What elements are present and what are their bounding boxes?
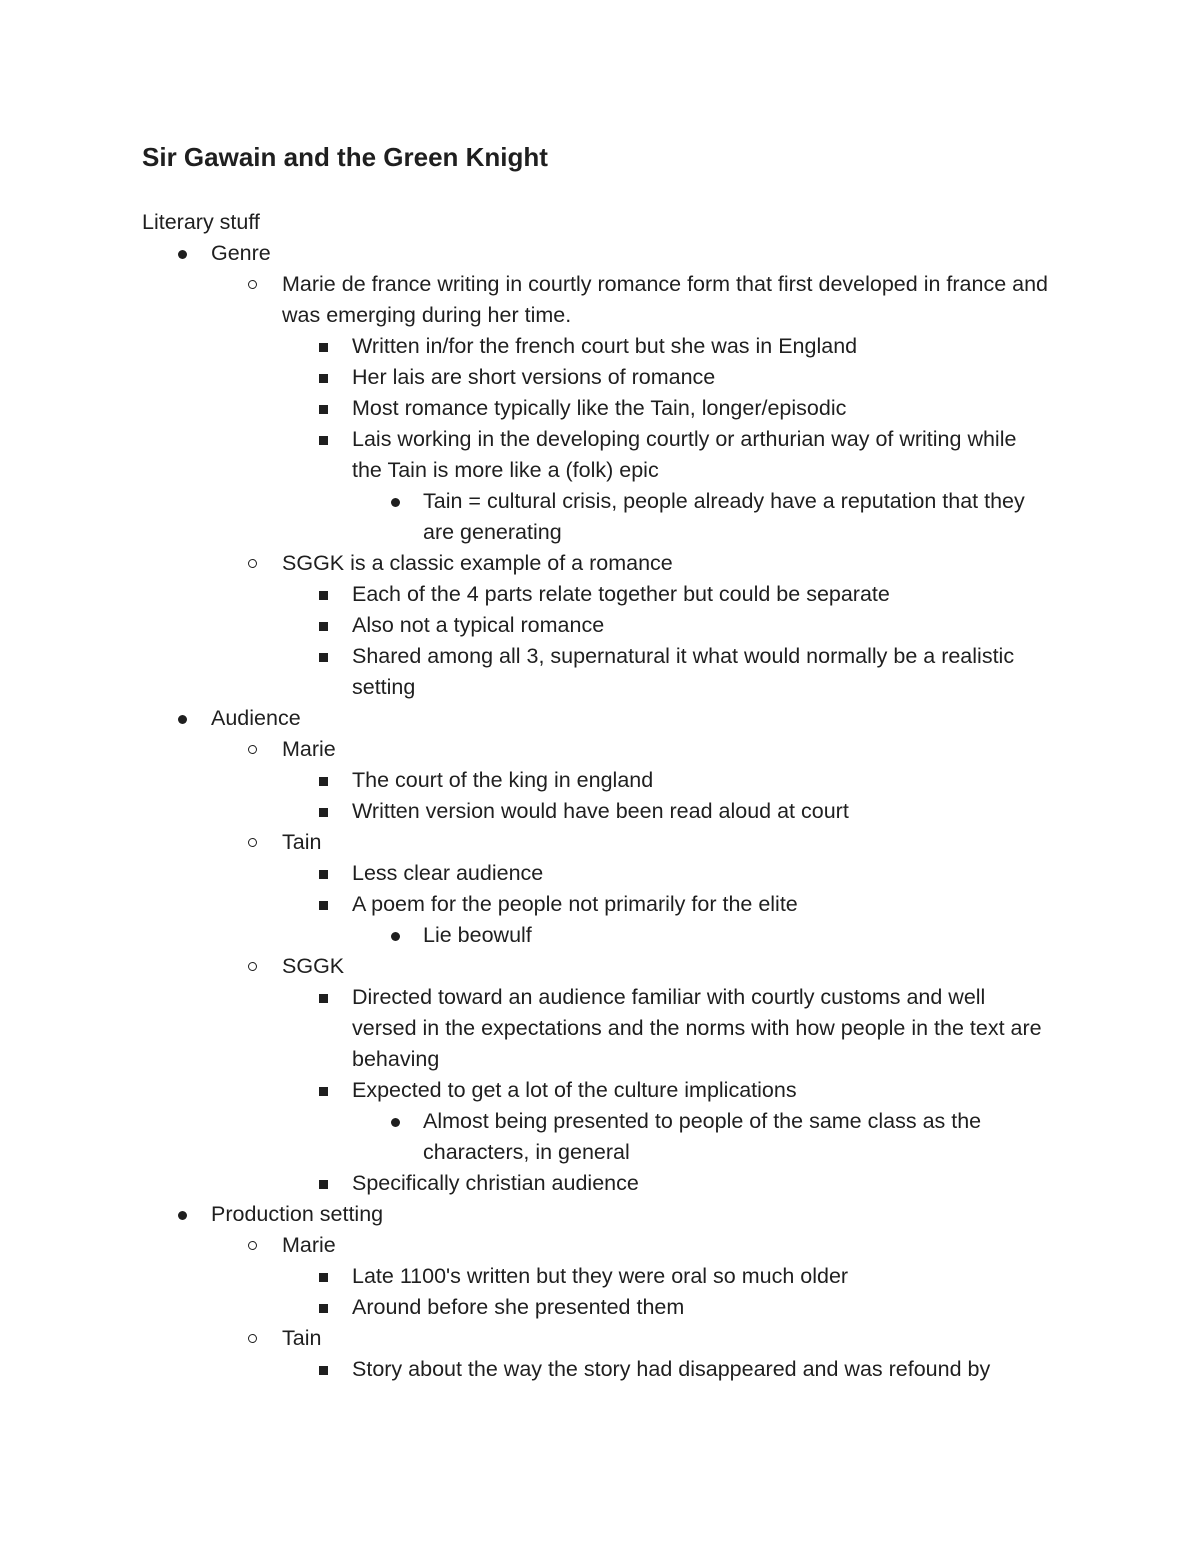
outline-item-text: Less clear audience <box>352 861 544 885</box>
outline-item <box>0 765 1200 796</box>
square-bullet-icon <box>319 1168 328 1199</box>
outline-item-text: Around before she presented them <box>352 1295 685 1319</box>
filled-circle-bullet-icon <box>178 703 187 734</box>
hollow-circle-bullet-icon <box>248 269 258 300</box>
outline-item <box>0 238 1200 269</box>
outline-item-text: The court of the king in england <box>352 768 654 792</box>
outline-item-text: Production setting <box>211 1202 384 1226</box>
outline-item <box>0 641 1200 703</box>
outline-item-text: A poem for the people not primarily for the elite <box>352 892 798 916</box>
square-bullet-icon <box>319 641 328 672</box>
outline-item <box>0 393 1200 424</box>
outline-item <box>0 579 1200 610</box>
outline-item <box>0 920 1200 951</box>
outline-item-text: Tain <box>282 830 322 854</box>
outline-item <box>0 1292 1200 1323</box>
square-bullet-icon <box>319 610 328 641</box>
square-bullet-icon <box>319 1292 328 1323</box>
square-bullet-icon <box>319 982 328 1013</box>
outline-item <box>0 424 1200 486</box>
outline-item <box>0 734 1200 765</box>
square-bullet-icon <box>319 858 328 889</box>
outline-item-text: Lie beowulf <box>423 923 532 947</box>
outline-item <box>0 982 1200 1075</box>
outline-item-text: Late 1100's written but they were oral so much older <box>352 1264 849 1288</box>
outline-item <box>0 1354 1200 1385</box>
outline-item-text: Also not a typical romance <box>352 613 605 637</box>
square-bullet-icon <box>319 889 328 920</box>
document-title: Sir Gawain and the Green Knight <box>142 142 548 172</box>
outline-item <box>0 1261 1200 1292</box>
outline-item-text: Lais working in the developing courtly or arthurian way of writing while the Tain is more like a (folk) epic <box>352 427 1017 482</box>
outline-item <box>0 796 1200 827</box>
outline-item-text: Specifically christian audience <box>352 1171 639 1195</box>
outline-item <box>0 610 1200 641</box>
outline-item <box>0 1106 1200 1168</box>
outline-item-text: Expected to get a lot of the culture implications <box>352 1078 797 1102</box>
outline-item-text: SGGK <box>282 954 345 978</box>
filled-circle-bullet-icon <box>178 1199 187 1230</box>
filled-circle-bullet-icon <box>391 1106 400 1137</box>
hollow-circle-bullet-icon <box>248 548 258 579</box>
square-bullet-icon <box>319 1075 328 1106</box>
outline-item-text: Genre <box>211 241 271 265</box>
outline-item <box>0 703 1200 734</box>
hollow-circle-bullet-icon <box>248 734 258 765</box>
hollow-circle-bullet-icon <box>248 951 258 982</box>
outline-item-text: Marie de france writing in courtly romance form that first developed in france and was emerging during her time. <box>282 272 1049 327</box>
outline-item-text: Story about the way the story had disappeared and was refound by <box>352 1357 991 1381</box>
outline-item <box>0 1075 1200 1106</box>
outline-item <box>0 951 1200 982</box>
outline-item-text: Directed toward an audience familiar with courtly customs and well versed in the expectations and the norms with how people in the text are behaving <box>352 985 1042 1071</box>
outline-item-text: Her lais are short versions of romance <box>352 365 716 389</box>
outline-item <box>0 1199 1200 1230</box>
outline-item <box>0 269 1200 331</box>
square-bullet-icon <box>319 362 328 393</box>
square-bullet-icon <box>319 579 328 610</box>
outline-item <box>0 331 1200 362</box>
hollow-circle-bullet-icon <box>248 1230 258 1261</box>
outline-item <box>0 1230 1200 1261</box>
outline-item-text: Tain = cultural crisis, people already have a reputation that they are generating <box>423 489 1025 544</box>
square-bullet-icon <box>319 424 328 455</box>
outline-item-text: Tain <box>282 1326 322 1350</box>
outline-item-text: Written in/for the french court but she was in England <box>352 334 858 358</box>
outline-item-text: Written version would have been read aloud at court <box>352 799 849 823</box>
outline-item <box>0 548 1200 579</box>
outline-item <box>0 486 1200 548</box>
outline-item <box>0 362 1200 393</box>
filled-circle-bullet-icon <box>391 920 400 951</box>
outline-item-text: Each of the 4 parts relate together but could be separate <box>352 582 890 606</box>
hollow-circle-bullet-icon <box>248 1323 258 1354</box>
outline-item-text: Almost being presented to people of the same class as the characters, in general <box>423 1109 982 1164</box>
square-bullet-icon <box>319 765 328 796</box>
outline-item-text: Most romance typically like the Tain, longer/episodic <box>352 396 847 420</box>
section-label: Literary stuff <box>142 210 260 234</box>
outline-item-text: SGGK is a classic example of a romance <box>282 551 673 575</box>
outline-item-text: Shared among all 3, supernatural it what would normally be a realistic setting <box>352 644 1015 699</box>
square-bullet-icon <box>319 796 328 827</box>
outline-item <box>0 858 1200 889</box>
square-bullet-icon <box>319 393 328 424</box>
square-bullet-icon <box>319 331 328 362</box>
outline-list <box>0 238 1200 1385</box>
outline-item <box>0 1323 1200 1354</box>
outline-item <box>0 1168 1200 1199</box>
square-bullet-icon <box>319 1261 328 1292</box>
outline-item-text: Marie <box>282 1233 336 1257</box>
outline-item <box>0 827 1200 858</box>
outline-item <box>0 889 1200 920</box>
hollow-circle-bullet-icon <box>248 827 258 858</box>
filled-circle-bullet-icon <box>178 238 187 269</box>
outline-item-text: Audience <box>211 706 301 730</box>
outline-item-text: Marie <box>282 737 336 761</box>
filled-circle-bullet-icon <box>391 486 400 517</box>
square-bullet-icon <box>319 1354 328 1385</box>
